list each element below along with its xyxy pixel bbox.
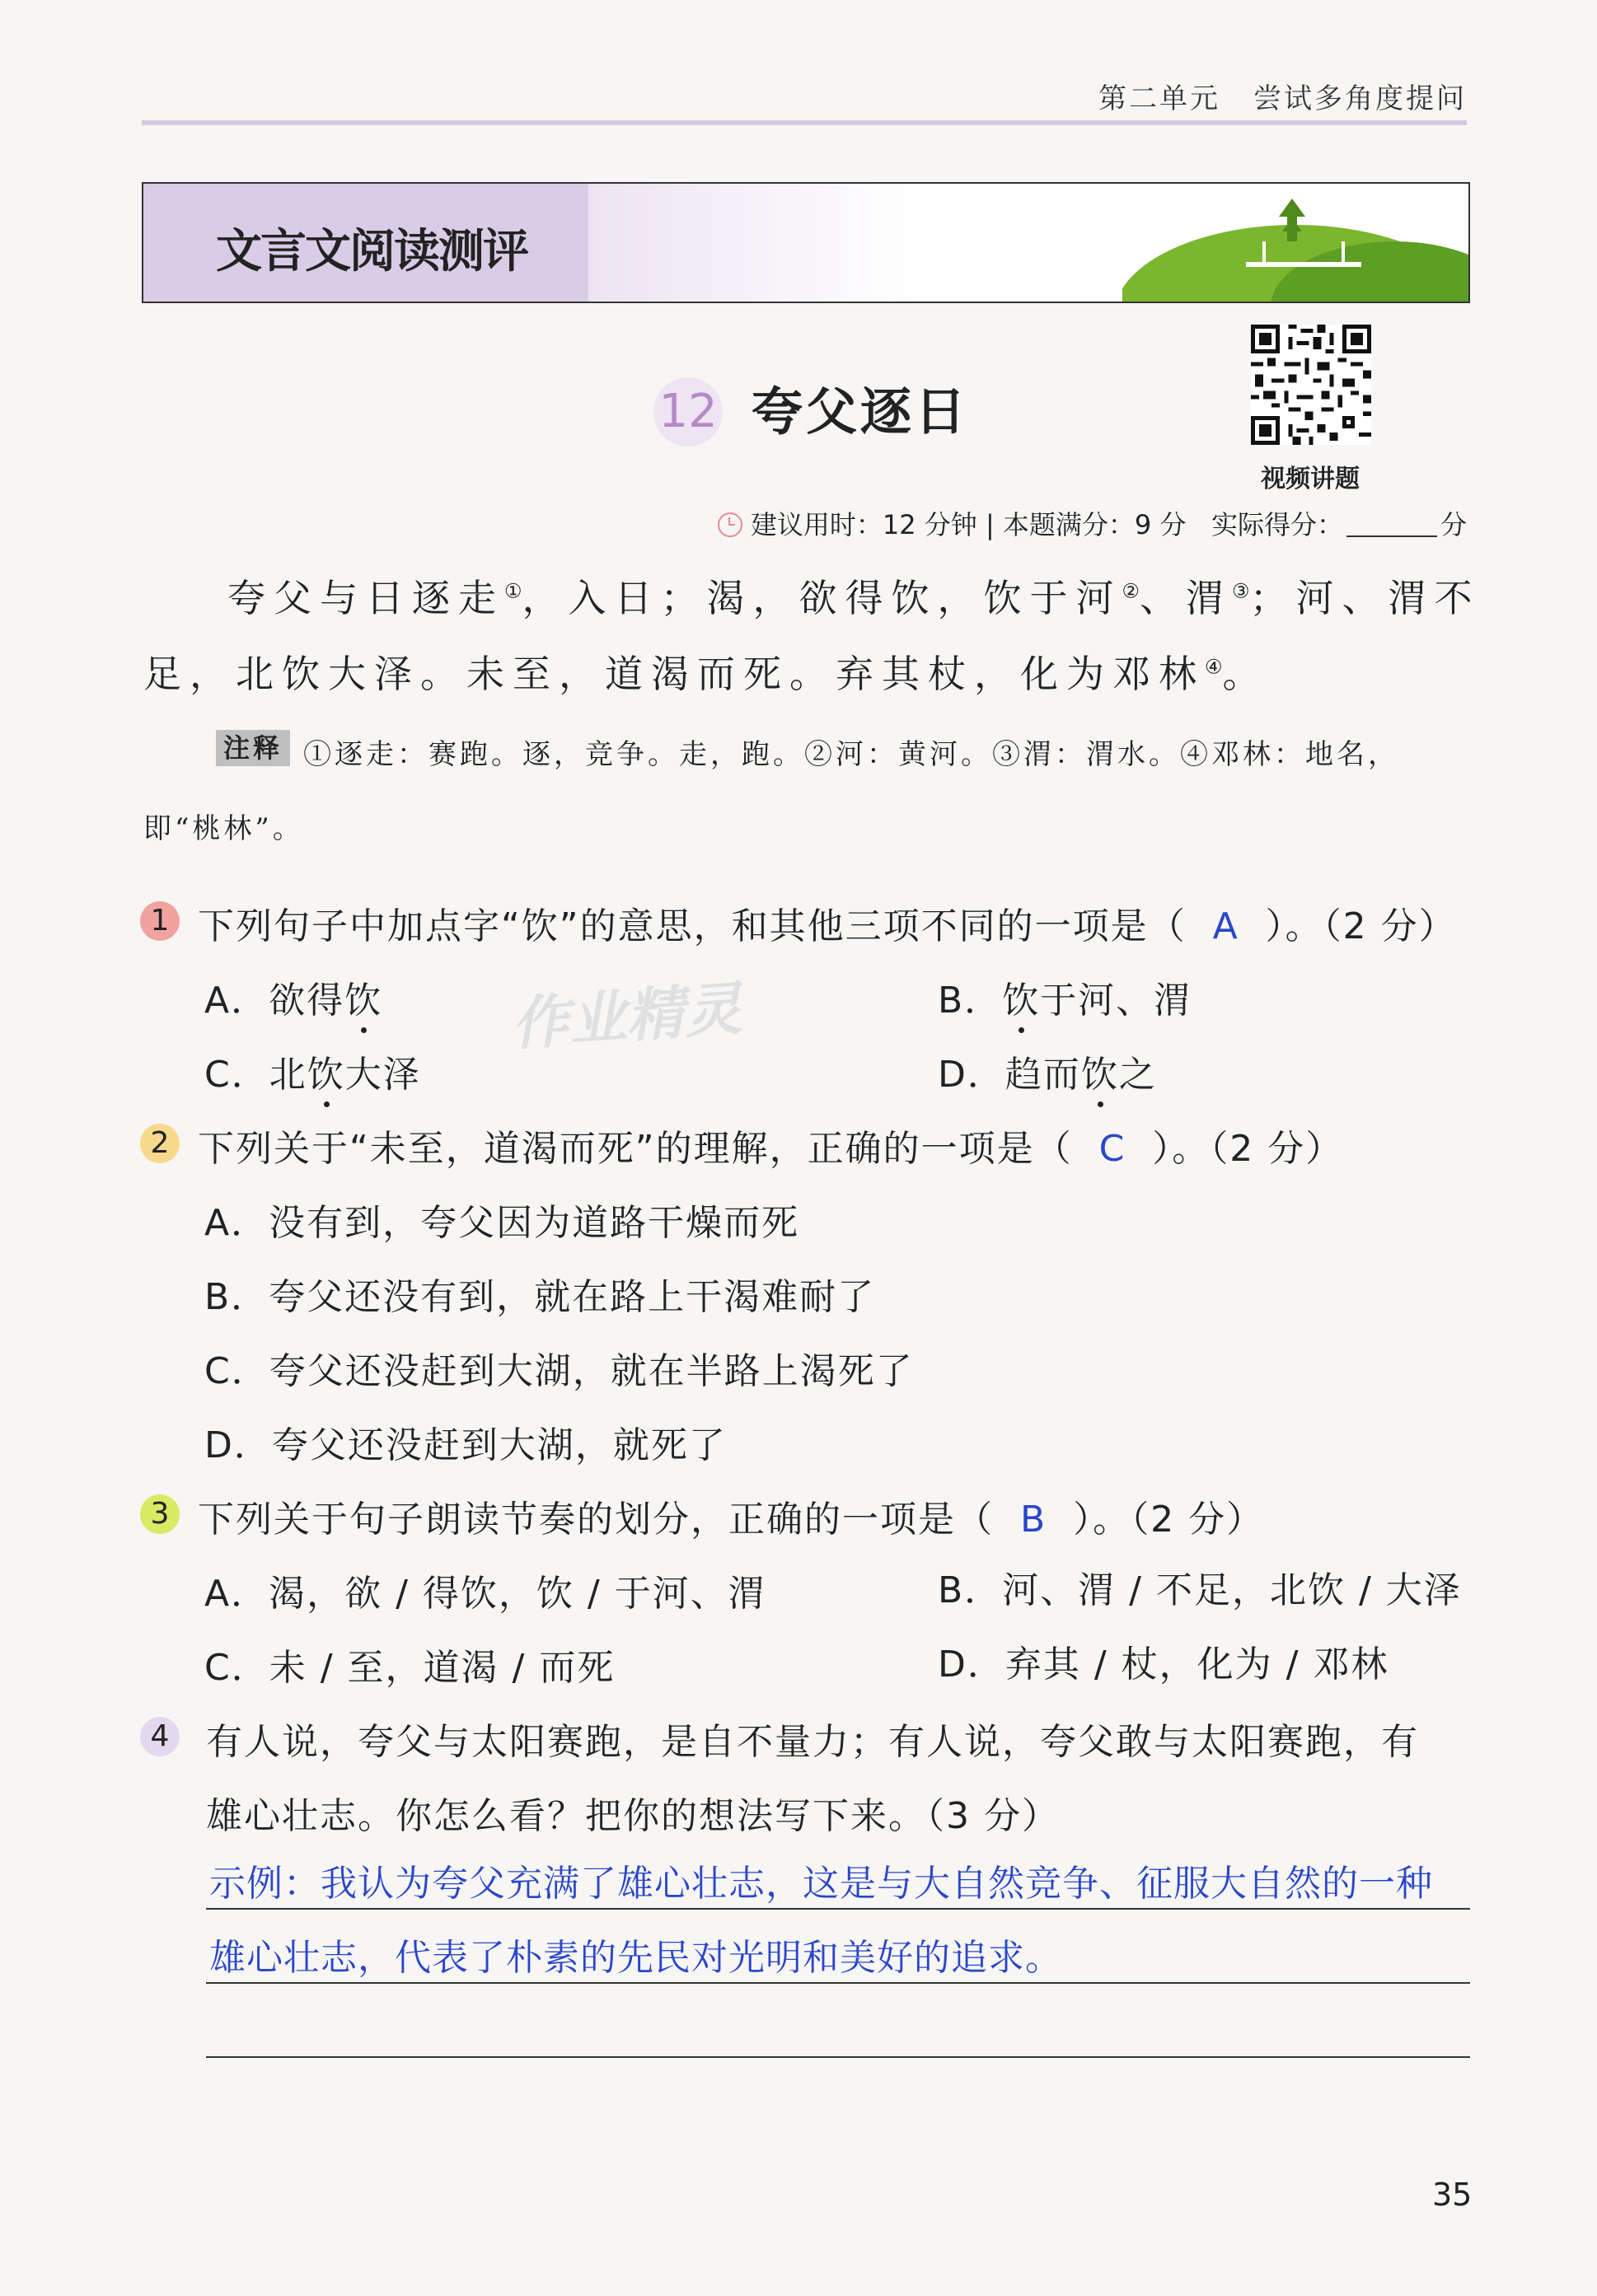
footnote-marker: ③ <box>1232 579 1250 603</box>
actual-score-label: 实际得分： <box>1211 509 1343 540</box>
notes-line-1: ①逐走：赛跑。逐，竞争。走，跑。②河：黄河。③渭：渭水。④邓林：地名， <box>303 738 1399 771</box>
option-d[interactable] <box>938 1634 1389 1687</box>
question-text: 下列关于句子朗读节奏的划分，正确的一项是（ <box>198 1499 994 1541</box>
option-text: 趋而 <box>1005 1054 1081 1096</box>
answer-text: A <box>1212 905 1239 947</box>
option-label: A． <box>204 980 269 1022</box>
question-2-stem <box>198 1119 1343 1171</box>
option-label: C． <box>204 1054 269 1096</box>
answer-line-1: 示例：我认为夸父充满了雄心壮志，这是与大自然竞争、征服大自然的一种 <box>209 1863 1433 1905</box>
option-label: D． <box>938 1644 1005 1686</box>
footnote-marker: ② <box>1122 579 1140 603</box>
option-b[interactable] <box>204 1267 875 1320</box>
meta-line <box>676 504 1467 542</box>
suggested-time: 建议用时：12 分钟 <box>750 509 977 540</box>
question-number: 3 <box>140 1494 180 1534</box>
banner-title: 文言文阅读测评 <box>216 224 527 278</box>
option-label: A． <box>204 1202 269 1244</box>
option-label: B． <box>204 1276 269 1318</box>
qr-code-icon[interactable] <box>1251 325 1371 445</box>
passage-text: 夸父与日逐走 <box>227 576 504 620</box>
question-3-stem <box>198 1489 1264 1542</box>
option-label: C． <box>204 1350 269 1392</box>
lesson-title: 夸父逐日 <box>752 381 970 442</box>
question-score: ）。（2 分） <box>1073 1499 1265 1541</box>
qr-label: 视频讲题 <box>1261 465 1360 493</box>
question-score: ）。（2 分） <box>1152 1128 1344 1170</box>
running-header <box>0 76 1467 116</box>
question-text: 下列关于“未至，道渴而死”的理解，正确的一项是（ <box>198 1128 1073 1170</box>
passage-text: ；河、渭不 <box>1249 576 1481 620</box>
option-a[interactable] <box>204 1193 799 1246</box>
option-c[interactable] <box>204 1638 615 1690</box>
unit-label: 第二单元 <box>1098 82 1220 115</box>
notes-line-2: 即“桃林”。 <box>143 812 304 845</box>
option-text: 北 <box>269 1054 307 1096</box>
question-4-stem-line-2: 雄心壮志。你怎么看？把你的想法写下来。（3 分） <box>206 1795 1060 1837</box>
question-text: 下列句子中加点字“饮”的意思，和其他三项不同的一项是（ <box>198 905 1187 947</box>
notes-tag: 注释 <box>216 730 290 766</box>
writing-line[interactable] <box>206 2056 1470 2058</box>
passage-line-1 <box>227 568 1481 623</box>
full-score: 本题满分：9 分 <box>1002 509 1187 540</box>
question-number: 1 <box>140 901 180 941</box>
passage-text: 。 <box>1222 652 1269 696</box>
answer-line-2: 雄心壮志，代表了朴素的先民对光明和美好的追求。 <box>209 1937 1062 1979</box>
score-blank[interactable] <box>1346 512 1437 537</box>
watermark: 作业精灵 <box>508 975 744 1059</box>
option-label: D． <box>204 1424 272 1466</box>
question-number: 4 <box>140 1717 180 1756</box>
passage-text: 、渭 <box>1140 576 1233 620</box>
option-text: 河、渭 / 不足，北饮 / 大泽 <box>1002 1569 1462 1611</box>
unit-theme: 尝试多角度提问 <box>1253 82 1467 115</box>
meta-separator: | <box>985 509 995 540</box>
option-c[interactable] <box>204 1341 914 1394</box>
option-a[interactable] <box>204 970 382 1023</box>
option-text: 夸父还没赶到大湖，就在半路上渴死了 <box>269 1350 914 1392</box>
answer-text: C <box>1098 1128 1126 1170</box>
passage-line-2 <box>143 644 1269 699</box>
writing-line[interactable] <box>206 1908 1470 1910</box>
option-text: 弃其 / 杖，化为 / 邓林 <box>1005 1644 1389 1686</box>
question-score: ）。（2 分） <box>1265 905 1457 947</box>
option-text: 大泽 <box>344 1054 421 1096</box>
option-d[interactable] <box>204 1415 727 1468</box>
option-text: 渴，欲 / 得饮，饮 / 于河、渭 <box>269 1573 766 1615</box>
option-label: B． <box>938 980 1003 1022</box>
dotted-char: 饮 <box>344 980 383 1022</box>
answer-text: B <box>1019 1499 1047 1541</box>
footnote-marker: ④ <box>1205 655 1223 679</box>
clock-icon <box>718 512 742 537</box>
option-text: 欲得 <box>269 980 345 1022</box>
passage-text: 足，北饮大泽。未至，道渴而死。弃其杖，化为邓林 <box>143 652 1205 696</box>
score-unit: 分 <box>1440 509 1467 540</box>
dotted-char: 饮 <box>1002 980 1041 1022</box>
passage-text: ，入日；渴，欲得饮，饮于河 <box>522 576 1122 620</box>
option-text: 夸父还没有到，就在路上干渴难耐了 <box>269 1276 876 1318</box>
option-label: A． <box>204 1573 269 1615</box>
option-label: C． <box>204 1647 269 1689</box>
section-banner <box>142 182 1470 303</box>
option-label: D． <box>938 1054 1005 1096</box>
option-text: 没有到，夸父因为道路干燥而死 <box>269 1202 800 1244</box>
dotted-char: 饮 <box>1080 1054 1119 1096</box>
option-c[interactable] <box>204 1045 421 1097</box>
option-d[interactable] <box>938 1045 1157 1097</box>
page-number: 35 <box>1432 2177 1473 2213</box>
option-label: B． <box>938 1569 1003 1611</box>
footnote-marker: ① <box>504 579 522 603</box>
lesson-number-badge: 12 <box>653 377 723 447</box>
hill-pagoda-icon <box>1122 184 1468 302</box>
option-text: 夸父还没赶到大湖，就死了 <box>271 1424 727 1466</box>
question-number: 2 <box>140 1124 180 1163</box>
option-text: 未 / 至，道渴 / 而死 <box>269 1647 616 1689</box>
option-text: 于河、渭 <box>1040 980 1192 1022</box>
header-rule <box>142 120 1467 125</box>
option-text: 之 <box>1118 1054 1157 1096</box>
option-b[interactable] <box>938 1560 1462 1613</box>
question-1-stem <box>198 896 1457 949</box>
writing-line[interactable] <box>206 1982 1470 1984</box>
banner-fade <box>588 184 918 302</box>
question-4-stem-line-1: 有人说，夸父与太阳赛跑，是自不量力；有人说，夸父敢与太阳赛跑，有 <box>206 1721 1419 1763</box>
option-a[interactable] <box>204 1564 766 1616</box>
dotted-char: 饮 <box>307 1054 345 1096</box>
option-b[interactable] <box>938 970 1192 1023</box>
